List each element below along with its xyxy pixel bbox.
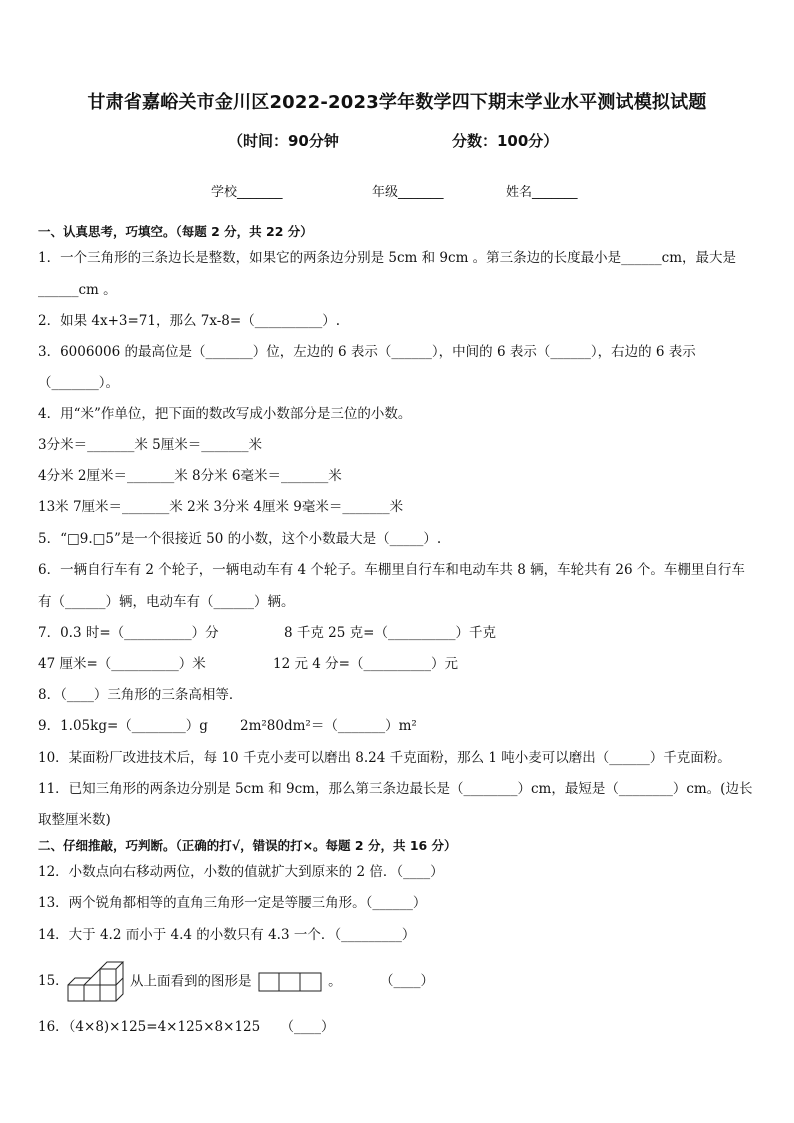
question-15-end: 。 bbox=[328, 973, 342, 990]
question-10: 10．某面粉厂改进技术后，每 10 千克小麦可以磨出 8.24 千克面粉，那么 1 吨小麦可以磨出（______）千克面粉。 bbox=[38, 750, 731, 766]
question-11-continued: 取整厘米数) bbox=[38, 812, 111, 828]
question-7-part-d: 12 元 4 分=（__________）元 bbox=[273, 656, 458, 672]
question-4-row-1: 3分米＝_______米 5厘米＝_______米 bbox=[38, 437, 262, 453]
question-15-text: 从上面看到的图形是 bbox=[130, 973, 252, 990]
question-8: 8．（____）三角形的三条高相等． bbox=[38, 687, 243, 703]
exam-time: （时间：90分钟 bbox=[228, 132, 339, 150]
question-14: 14．大于 4.2 而小于 4.4 的小数只有 4.3 一个．（_________） bbox=[38, 927, 416, 943]
question-5: 5．“□9.□5”是一个很接近 50 的小数，这个小数最大是（_____）. bbox=[38, 531, 442, 547]
question-15-number: 15． bbox=[38, 973, 69, 989]
question-13: 13．两个锐角都相等的直角三角形一定是等腰三角形。（______） bbox=[38, 895, 427, 911]
cube-stack-figure bbox=[66, 955, 132, 1005]
question-7-part-b: 8 千克 25 克=（__________）千克 bbox=[284, 625, 496, 641]
question-4: 4．用“米”作单位，把下面的数改写成小数部分是三位的小数。 bbox=[38, 406, 412, 422]
question-4-row-2: 4分米 2厘米＝_______米 8分米 6毫米＝_______米 bbox=[38, 468, 342, 484]
question-7-part-c: 47 厘米=（__________）米 bbox=[38, 656, 206, 672]
question-7-part-a: 7．0.3 时=（__________）分 bbox=[38, 625, 219, 641]
question-9-part-b: 2m²80dm²＝（_______）m² bbox=[240, 718, 417, 734]
school-field: 学校_______ bbox=[211, 185, 283, 200]
section-heading-true-false: 二、仔细推敲，巧判断。（正确的打√，错误的打×。每题 2 分，共 16 分） bbox=[38, 838, 457, 853]
question-15-answer-blank: （____） bbox=[380, 973, 434, 989]
question-9-part-a: 9．1.05kg=（________）g bbox=[38, 718, 208, 734]
question-11: 11．已知三角形的两条边分别是 5cm 和 9cm，那么第三条边最长是（________）cm，最短是（________）cm。(边长 bbox=[38, 781, 753, 797]
page-title: 甘肃省嘉峪关市金川区2022-2023学年数学四下期末学业水平测试模拟试题 bbox=[87, 92, 707, 113]
grade-field: 年级_______ bbox=[372, 185, 444, 200]
question-6: 6．一辆自行车有 2 个轮子，一辆电动车有 4 个轮子。车棚里自行车和电动车共 8 辆，车轮共有 26 个。车棚里自行车 bbox=[38, 562, 745, 578]
question-4-row-3: 13米 7厘米＝_______米 2米 3分米 4厘米 9毫米＝_______米 bbox=[38, 499, 404, 515]
question-3: 3．6006006 的最高位是（_______）位，左边的 6 表示（______），中间的 6 表示（______），右边的 6 表示 bbox=[38, 344, 696, 360]
question-1: 1．一个三角形的三条边长是整数，如果它的两条边分别是 5cm 和 9cm 。第三条边的长度最小是______cm，最大是 bbox=[38, 250, 737, 266]
question-3-continued: （_______）。 bbox=[38, 375, 119, 391]
question-12: 12．小数点向右移动两位，小数的值就扩大到原来的 2 倍．（____） bbox=[38, 864, 444, 880]
top-view-figure bbox=[258, 972, 322, 992]
question-16: 16．（4×8)×125=4×125×8×125 （____） bbox=[38, 1019, 335, 1035]
name-field: 姓名_______ bbox=[506, 185, 578, 200]
question-1-continued: ______cm 。 bbox=[38, 282, 117, 298]
exam-score: 分数：100分） bbox=[452, 132, 559, 150]
question-15-body bbox=[130, 972, 342, 992]
question-2: 2．如果 4x+3=71，那么 7x-8=（__________）. bbox=[38, 313, 340, 329]
question-6-continued: 有（______）辆，电动车有（______）辆。 bbox=[38, 594, 295, 610]
section-heading-fill-in: 一、认真思考，巧填空。（每题 2 分，共 22 分） bbox=[38, 224, 313, 239]
